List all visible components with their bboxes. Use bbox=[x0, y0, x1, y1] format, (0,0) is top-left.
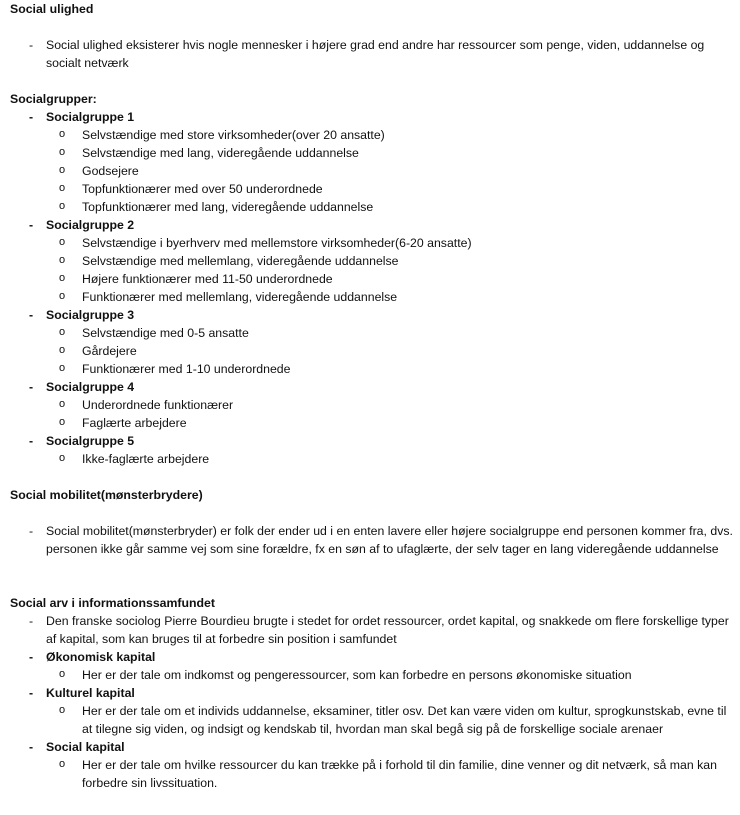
group-1-title: - Socialgruppe 1 bbox=[10, 108, 736, 126]
heading-social-mobilitet: Social mobilitet(mønsterbrydere) bbox=[10, 488, 203, 502]
group-2-item: o Selvstændige med mellemlang, videregående uddannelse bbox=[10, 252, 736, 270]
group-2-item: o Funktionærer med mellemlang, videregående uddannelse bbox=[10, 288, 736, 306]
group-3-item: o Gårdejere bbox=[10, 342, 736, 360]
capital-social-title: - Social kapital bbox=[10, 738, 736, 756]
group-3-item: o Selvstændige med 0-5 ansatte bbox=[10, 324, 736, 342]
group-5-item: o Ikke-faglærte arbejdere bbox=[10, 450, 736, 468]
group-4-item: o Underordnede funktionærer bbox=[10, 396, 736, 414]
group-3-title: - Socialgruppe 3 bbox=[10, 306, 736, 324]
social-arv-intro: - Den franske sociolog Pierre Bourdieu brugte i stedet for ordet ressourcer, ordet kapital, og snakkede om flere forskellige typer af kapital, som kan bruges til at forbedre sin position i samfundet bbox=[10, 612, 736, 648]
group-2-item: o Højere funktionærer med 11-50 underordnede bbox=[10, 270, 736, 288]
group-1-item: o Godsejere bbox=[10, 162, 736, 180]
group-1-item: o Selvstændige med store virksomheder(over 20 ansatte) bbox=[10, 126, 736, 144]
group-2-item: o Selvstændige i byerhverv med mellemstore virksomheder(6-20 ansatte) bbox=[10, 234, 736, 252]
heading-social-arv: Social arv i informationssamfundet bbox=[10, 596, 215, 610]
capital-social-text: o Her er der tale om hvilke ressourcer du kan trække på i forhold til din familie, dine venner og dit netværk, så man kan forbedre sin livssituation. bbox=[10, 756, 736, 792]
capital-cultural-title: - Kulturel kapital bbox=[10, 684, 736, 702]
document-page bbox=[10, 0, 736, 792]
capital-cultural-text: o Her er der tale om et individs uddannelse, eksaminer, titler osv. Det kan være viden om kultur, sprogkunstskab, evne til at tilegne sig viden, og indsigt og kendskab til, hvordan man skal begå sig på de forskellige sociale arenaer bbox=[10, 702, 736, 738]
group-5-title: - Socialgruppe 5 bbox=[10, 432, 736, 450]
capital-economic-title: - Økonomisk kapital bbox=[10, 648, 736, 666]
heading-social-ulighed: Social ulighed bbox=[10, 2, 94, 16]
group-4-title: - Socialgruppe 4 bbox=[10, 378, 736, 396]
social-mobilitet-text: - Social mobilitet(mønsterbryder) er folk der ender ud i en enten lavere eller højere socialgruppe end personen kommer fra, dvs. personen ikke går samme vej som sine forældre, fx en søn af to ufaglærte, der selv tager en lang videregående uddannelse bbox=[10, 522, 736, 558]
group-1-item: o Topfunktionærer med over 50 underordnede bbox=[10, 180, 736, 198]
group-4-item: o Faglærte arbejdere bbox=[10, 414, 736, 432]
group-1-item: o Topfunktionærer med lang, videregående uddannelse bbox=[10, 198, 736, 216]
capital-economic-text: o Her er der tale om indkomst og pengeressourcer, som kan forbedre en persons økonomiske situation bbox=[10, 666, 736, 684]
group-2-title: - Socialgruppe 2 bbox=[10, 216, 736, 234]
social-ulighed-text: - Social ulighed eksisterer hvis nogle mennesker i højere grad end andre har ressourcer som penge, viden, uddannelse og socialt netværk bbox=[10, 36, 736, 72]
heading-socialgrupper: Socialgrupper: bbox=[10, 92, 97, 106]
group-3-item: o Funktionærer med 1-10 underordnede bbox=[10, 360, 736, 378]
group-1-item: o Selvstændige med lang, videregående uddannelse bbox=[10, 144, 736, 162]
